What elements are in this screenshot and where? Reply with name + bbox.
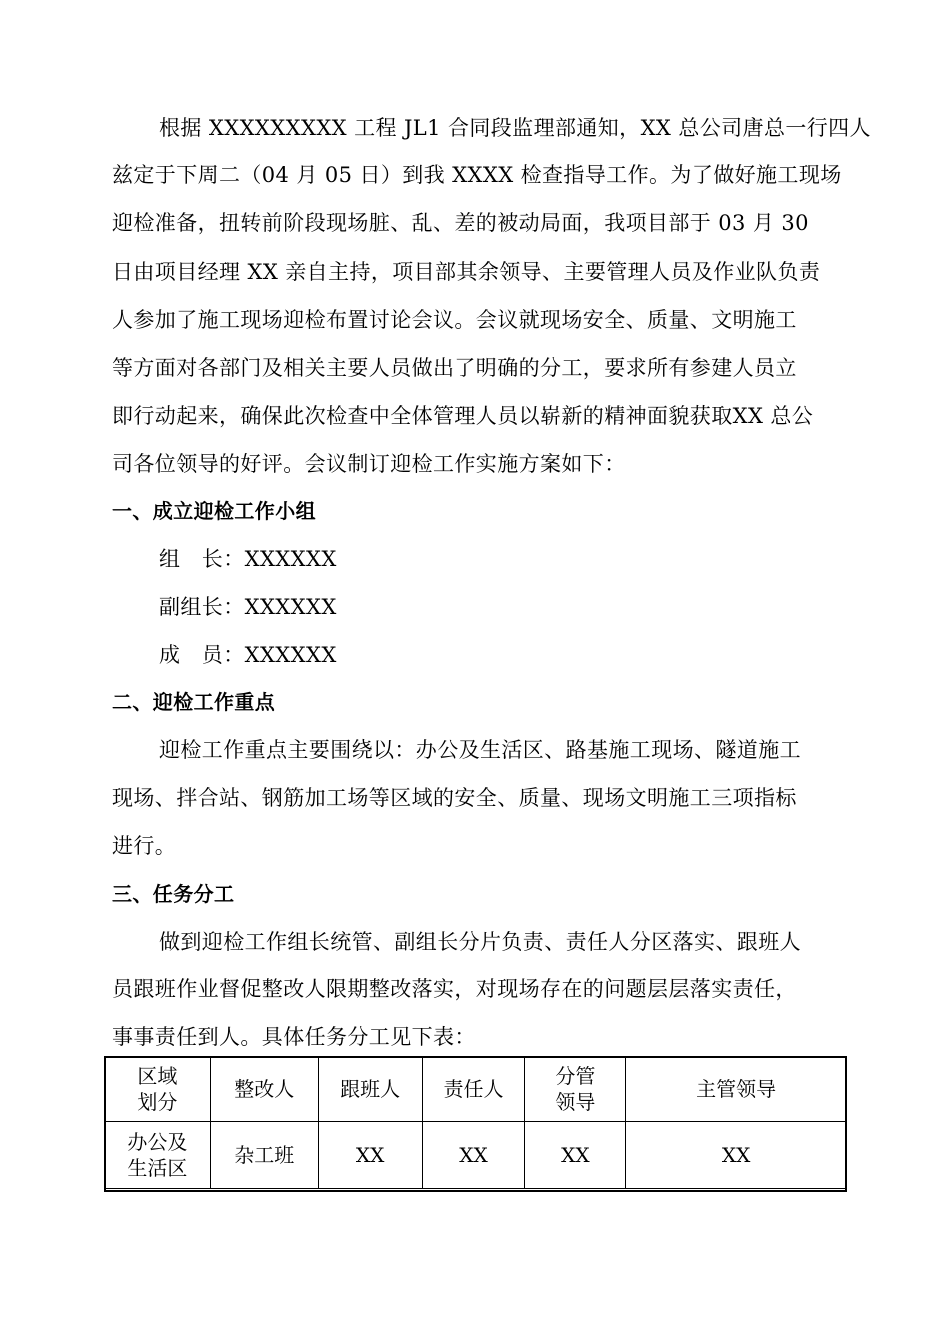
intro-line-2: 兹定于下周二（04 月 05 日）到我 XXXX 检查指导工作。为了做好施工现场: [112, 163, 842, 187]
table-cell: [318, 1122, 422, 1189]
focus-line-2: 现场、拌合站、钢筋加工场等区域的安全、质量、现场文明施工三项指标: [112, 786, 797, 810]
cell-responsible: XX: [459, 1143, 488, 1167]
focus-line-1: 迎检工作重点主要围绕以：办公及生活区、路基施工现场、隧道施工: [159, 738, 801, 762]
cell-rectifier: 杂工班: [234, 1143, 295, 1167]
table-header-row: [105, 1057, 847, 1122]
header-chief-leader: 主管领导: [696, 1077, 777, 1101]
cell-shift-follower: XX: [355, 1143, 385, 1167]
cell-chief-leader: XX: [721, 1143, 751, 1167]
table-row: [105, 1122, 847, 1189]
team-members: 成 员：XXXXXX: [159, 643, 337, 667]
intro-line-8: 司各位领导的好评。会议制订迎检工作实施方案如下：: [112, 452, 626, 476]
team-leader: 组 长：XXXXXX: [159, 547, 337, 571]
section-heading-tasks: 三、任务分工: [112, 882, 235, 906]
intro-line-6: 等方面对各部门及相关主要人员做出了明确的分工，要求所有参建人员立: [112, 356, 797, 380]
focus-line-3: 进行。: [112, 834, 177, 858]
task-assignment-table: [104, 1056, 847, 1189]
intro-line-5: 人参加了施工现场迎检布置讨论会议。会议就现场安全、质量、文明施工: [112, 308, 797, 332]
table-header-cell: [422, 1057, 525, 1122]
table-header-cell: [318, 1057, 422, 1122]
table-header-cell: [626, 1057, 847, 1122]
section-heading-team: 一、成立迎检工作小组: [112, 499, 316, 523]
table-header-cell: [525, 1057, 626, 1122]
cell-supervising-leader: XX: [561, 1143, 590, 1167]
tasks-line-1: 做到迎检工作组长统管、副组长分片负责、责任人分区落实、跟班人: [159, 930, 801, 954]
header-area: 区域 划分: [137, 1064, 178, 1114]
intro-line-7: 即行动起来，确保此次检查中全体管理人员以崭新的精神面貌获取XX 总公: [112, 404, 814, 428]
header-shift-follower: 跟班人: [340, 1077, 401, 1101]
cell-area: 办公及 生活区: [127, 1130, 188, 1180]
table-header-cell: [210, 1057, 318, 1122]
table-cell: [525, 1122, 626, 1189]
intro-line-1: 根据 XXXXXXXXX 工程 JL1 合同段监理部通知，XX 总公司唐总一行四人: [159, 116, 871, 140]
table-cell: [105, 1122, 211, 1189]
team-deputy-leader: 副组长：XXXXXX: [159, 595, 337, 619]
header-rectifier: 整改人: [234, 1077, 295, 1101]
header-supervising-leader: 分管 领导: [555, 1064, 596, 1114]
table-cell: [626, 1122, 847, 1189]
table-header-cell: [105, 1057, 211, 1122]
tasks-line-3: 事事责任到人。具体任务分工见下表：: [112, 1025, 476, 1049]
intro-line-4: 日由项目经理 XX 亲自主持，项目部其余领导、主要管理人员及作业队负责: [112, 260, 821, 284]
table-cell: [422, 1122, 525, 1189]
header-responsible: 责任人: [443, 1077, 504, 1101]
section-heading-focus: 二、迎检工作重点: [112, 690, 276, 714]
table-cell: [210, 1122, 318, 1189]
tasks-line-2: 员跟班作业督促整改人限期整改落实，对现场存在的问题层层落实责任，: [112, 977, 797, 1001]
intro-line-3: 迎检准备，扭转前阶段现场脏、乱、差的被动局面，我项目部于 03 月 30: [112, 211, 809, 235]
